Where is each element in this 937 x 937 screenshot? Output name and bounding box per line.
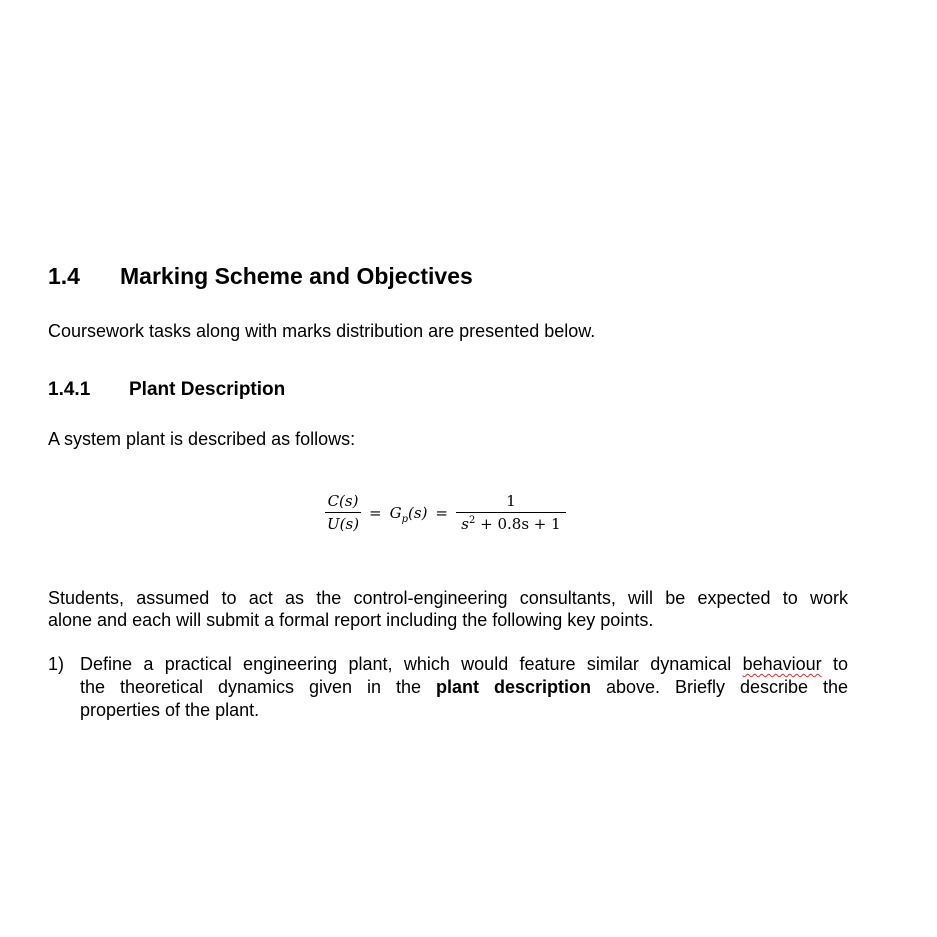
list-line-2 [80,676,848,699]
list-line-1-end: to [821,654,848,674]
section-number: 1.4 [48,263,80,289]
rhs-exponent: 2 [469,515,476,526]
rhs-remainder: + 0.8s + 1 [475,515,561,533]
section-heading [48,263,473,290]
list-line-2-end: above. Briefly describe the [590,677,848,697]
subsection-title: Plant Description [129,379,286,400]
equals-sign-2: = [435,503,448,522]
students-line-2: alone and each will submit a formal report including the following key points. [48,610,654,630]
plant-intro-paragraph: A system plant is described as follows: [48,429,356,449]
list-line-1-text: Define a practical engineering plant, which would feature similar dynamical [80,654,743,674]
misspelled-word: behaviour [742,654,822,674]
rhs-denominator [456,513,566,533]
subsection-number: 1.4.1 [48,379,91,400]
section-title: Marking Scheme and Objectives [120,263,473,289]
lhs-denominator: U(s) [327,515,360,533]
rhs-fraction [456,492,566,533]
students-paragraph [48,587,848,631]
plant-transfer-function [389,503,428,525]
p-subscript: p [401,513,409,525]
list-marker: 1) [48,654,65,674]
equals-sign: = [369,503,382,522]
list-item-body [80,653,848,722]
lhs-fraction [325,492,361,533]
list-item-clip [48,653,848,720]
intro-paragraph: Coursework tasks along with marks distribution are presented below. [48,321,596,341]
rhs-numerator: 1 [456,492,566,513]
g-symbol: G [389,503,402,522]
list-line-3: properties of the plant. [80,700,260,720]
subsection-heading [48,379,285,401]
students-line-1: Students, assumed to act as the control-engineering consultants, will be expected to work [48,588,848,608]
list-line-1 [80,653,848,676]
list-line-2-text: the theoretical dynamics given in the [80,677,436,697]
transfer-function-equation [325,492,566,533]
plant-description-emphasis: plant description [436,677,591,697]
g-argument: (s) [408,503,428,522]
lhs-numerator: C(s) [325,492,361,513]
rhs-s-term: s [461,515,469,533]
